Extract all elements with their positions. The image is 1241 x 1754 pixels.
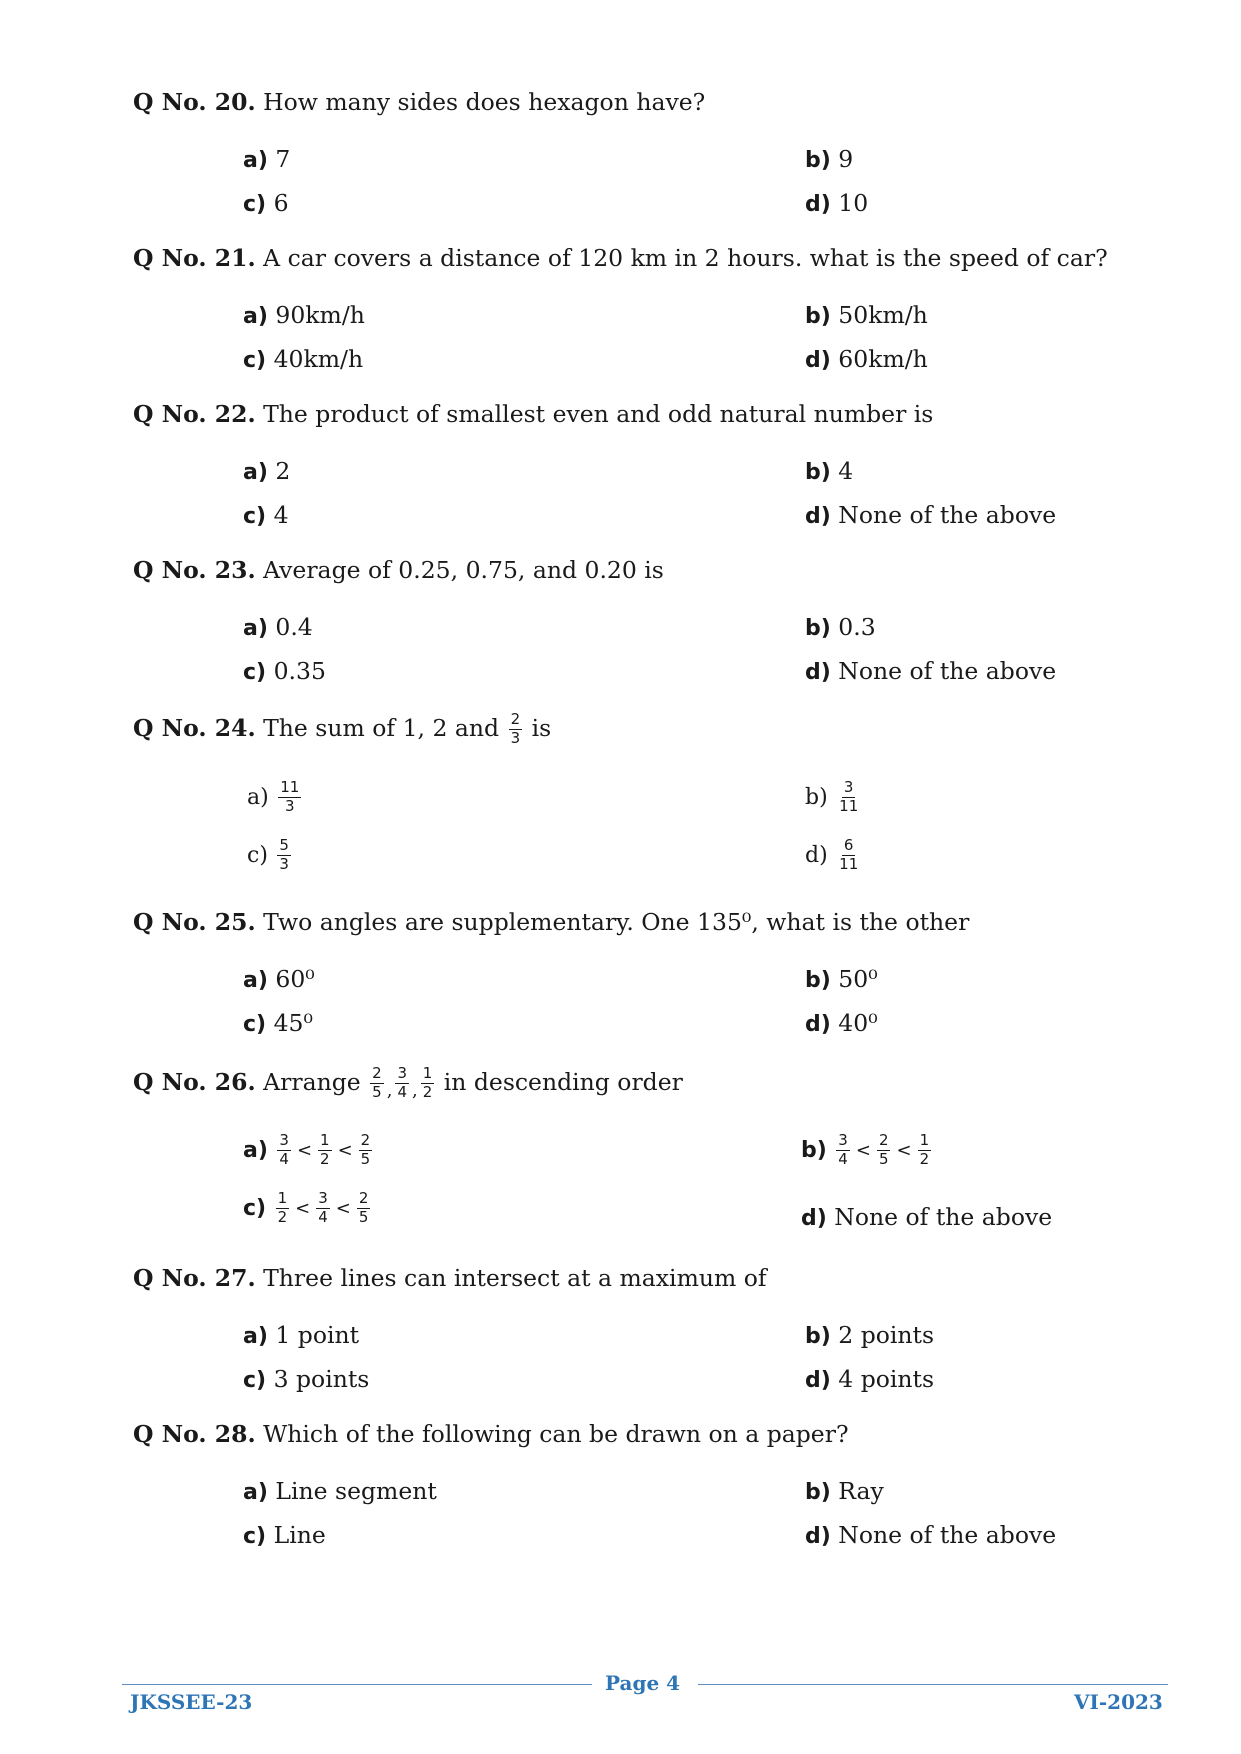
option-b[interactable]: b) $\frac{3}{4}$ < $\frac{2}{5}$ < $\frac{1}{2}$ <box>801 1131 930 1168</box>
option-b[interactable]: b) 2 points <box>805 1321 935 1349</box>
option-a[interactable]: a) 60⁰ <box>243 965 315 993</box>
option-d[interactable]: d) 4 points <box>805 1365 935 1393</box>
question-number: Q No. 23. <box>133 556 256 584</box>
question-text: Which of the following can be drawn on a paper? <box>263 1420 849 1448</box>
option-d[interactable]: d) $\frac{6}{11}$ <box>805 836 859 873</box>
option-b[interactable]: b) 4 <box>805 457 854 485</box>
less-than: < <box>855 1139 871 1161</box>
question-28 <box>133 1420 849 1448</box>
question-number: Q No. 20. <box>133 88 256 116</box>
footer-divider-left <box>122 1684 592 1685</box>
less-than: < <box>896 1139 912 1161</box>
option-c[interactable]: c) Line <box>243 1521 326 1549</box>
option-b[interactable]: b) 9 <box>805 145 854 173</box>
question-number: Q No. 28. <box>133 1420 256 1448</box>
question-25 <box>133 908 969 936</box>
question-text: Two angles are supplementary. One 135⁰, what is the other <box>263 908 970 936</box>
fraction: $\frac{2}{5}$ <box>372 1064 382 1101</box>
question-text-end: is <box>531 713 552 742</box>
option-c[interactable]: c) 3 points <box>243 1365 370 1393</box>
question-text: Arrange <box>263 1067 361 1096</box>
question-number: Q No. 27. <box>133 1264 256 1292</box>
fraction: $\frac{11}{3}$ <box>280 778 300 815</box>
option-a[interactable]: a) 1 point <box>243 1321 360 1349</box>
question-number: Q No. 25. <box>133 908 256 936</box>
question-number: Q No. 24. <box>133 713 256 742</box>
question-text: The product of smallest even and odd natural number is <box>263 400 934 428</box>
option-d[interactable]: d) 10 <box>805 189 869 217</box>
question-20 <box>133 88 705 116</box>
fraction: $\frac{2}{5}$ <box>878 1131 889 1168</box>
option-a[interactable]: a) $\frac{11}{3}$ <box>247 778 300 815</box>
option-b[interactable]: b) 0.3 <box>805 613 876 641</box>
fraction: $\frac{2}{5}$ <box>358 1189 369 1226</box>
option-c[interactable]: c) 40km/h <box>243 345 364 373</box>
fraction: $\frac{2}{5}$ <box>360 1131 371 1168</box>
footer-divider-right <box>698 1684 1168 1685</box>
option-d[interactable]: d) 60km/h <box>805 345 928 373</box>
question-27 <box>133 1264 767 1292</box>
option-a[interactable]: a) $\frac{3}{4}$ < $\frac{1}{2}$ < $\frac{2}{5}$ <box>243 1131 371 1168</box>
less-than: < <box>335 1197 351 1219</box>
footer-exam-code: JKSSEE-23 <box>130 1690 253 1714</box>
option-d[interactable]: d) 40⁰ <box>805 1009 878 1037</box>
question-22 <box>133 400 933 428</box>
question-21 <box>133 244 1108 272</box>
fraction: $\frac{3}{11}$ <box>839 778 859 815</box>
question-23 <box>133 556 664 584</box>
option-a[interactable]: a) 90km/h <box>243 301 365 329</box>
option-b[interactable]: b) 50km/h <box>805 301 928 329</box>
fraction: $\frac{2}{3}$ <box>510 710 521 747</box>
option-c[interactable]: c) $\frac{1}{2}$ < $\frac{3}{4}$ < $\frac{2}{5}$ <box>243 1189 369 1226</box>
question-26: Q No. 26. Arrange $\frac{2}{5}$ $_,$ $\frac{3}{4}$ $_,$ $\frac{1}{2}$ in descending order <box>133 1064 683 1101</box>
fraction: $\frac{6}{11}$ <box>839 836 859 873</box>
question-number: Q No. 26. <box>133 1067 256 1096</box>
fraction: $\frac{3}{4}$ <box>318 1189 328 1226</box>
fraction: $\frac{1}{2}$ <box>320 1131 330 1168</box>
option-b[interactable]: b) Ray <box>805 1477 884 1505</box>
fraction: $\frac{1}{2}$ <box>919 1131 930 1168</box>
fraction: $\frac{3}{4}$ <box>397 1064 407 1101</box>
option-d[interactable]: d) None of the above <box>805 501 1057 529</box>
fraction: $\frac{1}{2}$ <box>277 1189 288 1226</box>
question-number: Q No. 22. <box>133 400 256 428</box>
option-a[interactable]: a) 7 <box>243 145 291 173</box>
option-c[interactable]: c) $\frac{5}{3}$ <box>247 836 289 873</box>
fraction: $\frac{3}{4}$ <box>279 1131 289 1168</box>
less-than: < <box>296 1139 313 1161</box>
question-text: How many sides does hexagon have? <box>263 88 706 116</box>
question-text: Three lines can intersect at a maximum of <box>263 1264 767 1292</box>
option-c[interactable]: c) 0.35 <box>243 657 326 685</box>
option-c[interactable]: c) 6 <box>243 189 289 217</box>
question-text-end: in descending order <box>443 1067 683 1096</box>
option-a[interactable]: a) 0.4 <box>243 613 313 641</box>
less-than: < <box>337 1139 353 1161</box>
option-b[interactable]: b) 50⁰ <box>805 965 878 993</box>
option-a[interactable]: a) Line segment <box>243 1477 437 1505</box>
footer-class-year: VI-2023 <box>1074 1690 1163 1714</box>
fraction: $\frac{5}{3}$ <box>279 836 289 873</box>
fraction: $\frac{1}{2}$ <box>422 1064 433 1101</box>
page-number: Page 4 <box>605 1671 681 1695</box>
question-text: A car covers a distance of 120 km in 2 hours. what is the speed of car? <box>263 244 1108 272</box>
option-d[interactable]: d) None of the above <box>805 1521 1057 1549</box>
question-number: Q No. 21. <box>133 244 256 272</box>
option-d[interactable]: d) None of the above <box>801 1203 1053 1231</box>
option-a[interactable]: a) 2 <box>243 457 291 485</box>
question-text: The sum of 1, 2 and <box>263 713 500 742</box>
question-24 <box>133 712 551 747</box>
question-text: Average of 0.25, 0.75, and 0.20 is <box>263 556 664 584</box>
option-c[interactable]: c) 4 <box>243 501 289 529</box>
less-than: < <box>295 1197 311 1219</box>
fraction: $\frac{3}{4}$ <box>838 1131 848 1168</box>
option-c[interactable]: c) 45⁰ <box>243 1009 313 1037</box>
option-b[interactable]: b) $\frac{3}{11}$ <box>805 778 859 815</box>
option-d[interactable]: d) None of the above <box>805 657 1057 685</box>
